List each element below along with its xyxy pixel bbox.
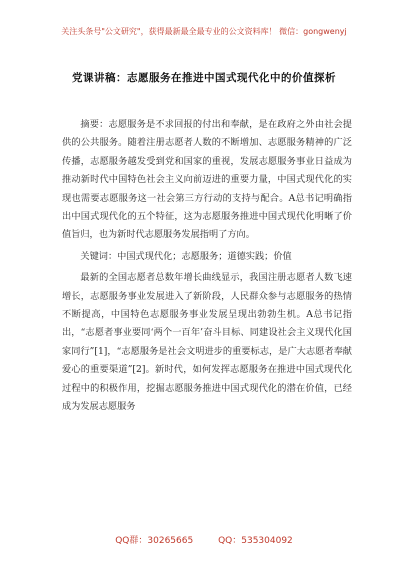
document-title: 党课讲稿：志愿服务在推进中国式现代化中的价值探析 (72, 72, 336, 84)
abstract-paragraph: 摘要：志愿服务是不求回报的付出和奉献，是在政府之外由社会提供的公共服务。随着注册志愿者人数的不断增加、志愿服务精神的广泛传播，志愿服务越发受到党和国家的重视，发展志愿服务事业日益成为推动新时代中国特色社会主义向前迈进的重要力量，中国式现代化的实现也需要志愿服务这一社会第三方行动的支持与配合。A总书记明确指出中国式现代化的五个特征，这为志愿服务推进中国式现代化明晰了价值旨归，也为新时代志愿服务发展指明了方向。 (62, 119, 352, 241)
footer-qq-group: QQ群：30265665 (115, 536, 194, 546)
body-paragraph: 最新的全国志愿者总数年增长曲线显示，我国注册志愿者人数飞速增长，志愿服务事业发展进入了新阶段，人民群众参与志愿服务的热情不断提高，中国特色志愿服务事业发展呈现出勃勃生机。A总书记指出，“志愿者事业要同‘两个一百年’奋斗目标、同建设社会主义现代化国家同行”[1]，“志愿服务是社会文明进步的重要标志，是广大志愿者奉献爱心的重要渠道”[2]。新时代，如何发挥志愿服务在推进中国式现代化过程中的积极作用，挖掘志愿服务推进中国式现代化的潜在价值，已经成为发展志愿服务 (62, 272, 352, 413)
header-banner: 关注头条号"公文研究"，获得最新最全最专业的公文资料库！ 微信：gongwenyj (61, 27, 347, 36)
document-body (62, 116, 352, 420)
footer-qq: QQ：535304092 (218, 536, 293, 546)
keywords-paragraph: 关键词：中国式现代化；志愿服务；道德实践；价值 (80, 250, 292, 262)
footer-contact (0, 533, 408, 546)
